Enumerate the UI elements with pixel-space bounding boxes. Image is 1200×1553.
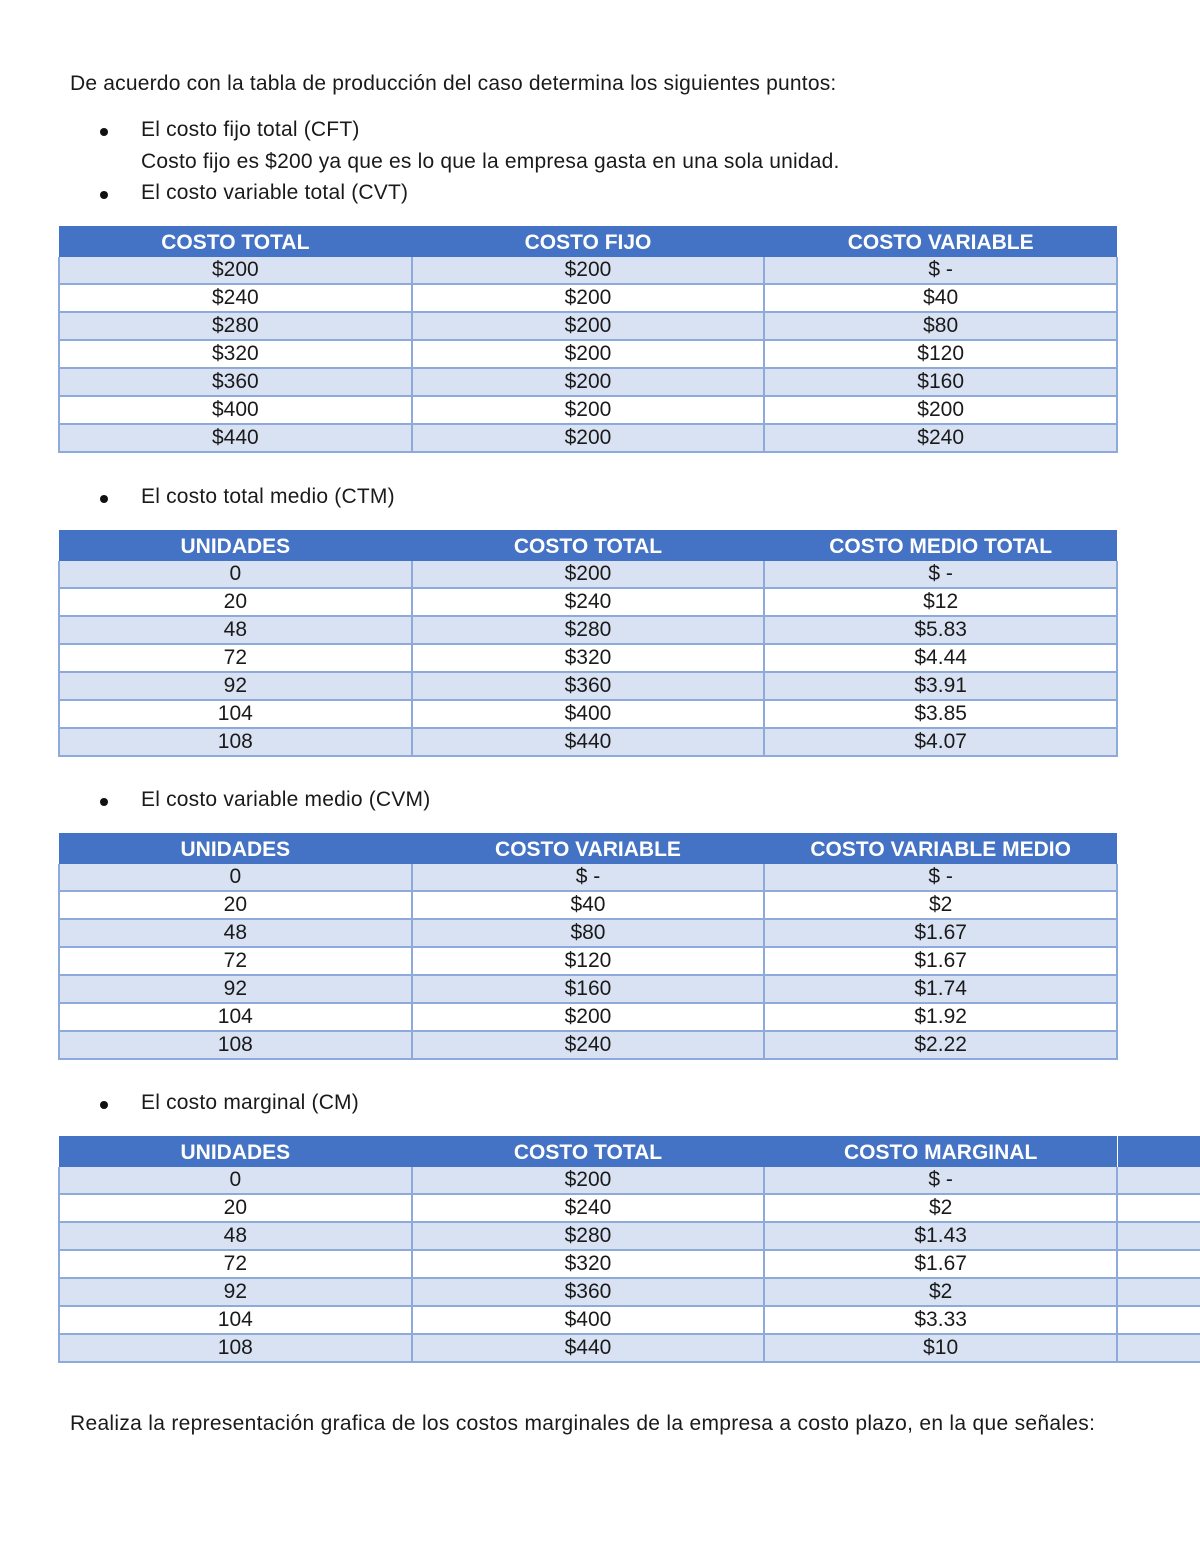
column-header: COSTO TOTAL — [412, 531, 765, 561]
column-header: UNIDADES — [59, 531, 412, 561]
table-row — [59, 919, 1117, 947]
table-cell: 20 — [59, 891, 412, 919]
table-cell: $3.91 — [764, 672, 1117, 700]
table-cell: 108 — [59, 728, 412, 756]
table-cell: $200 — [412, 340, 765, 368]
table-cell: $1.92 — [764, 1003, 1117, 1031]
table-cell: $1.43 — [764, 1222, 1117, 1250]
table-cell: $440 — [412, 1334, 765, 1362]
table-row — [59, 864, 1117, 891]
table-cell: $200 — [59, 257, 412, 284]
table-cell: 108 — [59, 1334, 412, 1362]
table-ctm — [58, 530, 1118, 757]
table-row — [59, 891, 1117, 919]
table-cell: $240 — [412, 1194, 765, 1222]
bullet-cft-label: El costo fijo total (CFT) — [141, 118, 360, 141]
table-cell: 0 — [59, 864, 412, 891]
extra-column-cell — [1118, 1279, 1200, 1307]
table-cell: $ - — [764, 864, 1117, 891]
intro-text: De acuerdo con la tabla de producción del caso determina los siguientes puntos: — [70, 72, 837, 95]
bullet-dot-icon — [100, 128, 108, 136]
table-cell: $2 — [764, 1194, 1117, 1222]
extra-column-cell — [1118, 1335, 1200, 1363]
table-cell: $200 — [412, 561, 765, 588]
table-cell: $440 — [59, 424, 412, 452]
table-row — [59, 1334, 1117, 1362]
bullet-dot-icon — [100, 495, 108, 503]
bullet-cm — [100, 1091, 359, 1115]
table-cell: $200 — [412, 284, 765, 312]
table-row — [59, 368, 1117, 396]
table-cm-extra-column — [1118, 1167, 1200, 1361]
table-cell: $12 — [764, 588, 1117, 616]
table-cell: $2 — [764, 1278, 1117, 1306]
column-header: COSTO MEDIO TOTAL — [764, 531, 1117, 561]
table-cell: 72 — [59, 1250, 412, 1278]
table-cell: $2.22 — [764, 1031, 1117, 1059]
table-cell: $200 — [412, 257, 765, 284]
table-cell: 92 — [59, 975, 412, 1003]
table-cell: $240 — [764, 424, 1117, 452]
table-cvt — [58, 226, 1118, 453]
table-cell: $240 — [412, 588, 765, 616]
cft-note: Costo fijo es $200 ya que es lo que la empresa gasta en una sola unidad. — [141, 150, 840, 173]
table-cell: $ - — [412, 864, 765, 891]
table-cell: $80 — [764, 312, 1117, 340]
table-cell: $ - — [764, 257, 1117, 284]
table-row — [59, 1278, 1117, 1306]
table-cvm — [58, 833, 1118, 1060]
table-row — [59, 1194, 1117, 1222]
bullet-dot-icon — [100, 191, 108, 199]
table-cell: $2 — [764, 891, 1117, 919]
table-cell: $200 — [412, 1167, 765, 1194]
table-cell: $280 — [59, 312, 412, 340]
table-cell: $280 — [412, 616, 765, 644]
table-cell: $320 — [412, 644, 765, 672]
extra-column-cell — [1118, 1223, 1200, 1251]
table-cell: 48 — [59, 616, 412, 644]
table-cell: 108 — [59, 1031, 412, 1059]
table-cell: $400 — [59, 396, 412, 424]
table-cell: $240 — [59, 284, 412, 312]
table-header-row — [59, 1137, 1117, 1167]
table-cell: 0 — [59, 1167, 412, 1194]
table-cell: 20 — [59, 1194, 412, 1222]
table-cell: $320 — [59, 340, 412, 368]
column-header: COSTO TOTAL — [412, 1137, 765, 1167]
table-cell: 104 — [59, 700, 412, 728]
table-cell: $4.44 — [764, 644, 1117, 672]
table-row — [59, 672, 1117, 700]
table-cell: 104 — [59, 1003, 412, 1031]
column-header: COSTO VARIABLE MEDIO — [764, 834, 1117, 864]
table-row — [59, 644, 1117, 672]
table-cell: $160 — [412, 975, 765, 1003]
table-cell: $120 — [412, 947, 765, 975]
table-cell: $400 — [412, 1306, 765, 1334]
table-cell: $360 — [412, 1278, 765, 1306]
table-cell: $4.07 — [764, 728, 1117, 756]
table-cell: $200 — [412, 368, 765, 396]
table-cell: $40 — [764, 284, 1117, 312]
table-row — [59, 1222, 1117, 1250]
table-cell: 48 — [59, 1222, 412, 1250]
table-row — [59, 728, 1117, 756]
column-header: COSTO FIJO — [412, 227, 765, 257]
bullet-ctm-label: El costo total medio (CTM) — [141, 485, 395, 508]
table-row — [59, 588, 1117, 616]
table-cell: $ - — [764, 1167, 1117, 1194]
table-cell: 72 — [59, 947, 412, 975]
table-cell: $240 — [412, 1031, 765, 1059]
table-cm — [58, 1136, 1118, 1363]
table-row — [59, 340, 1117, 368]
table-cell: 48 — [59, 919, 412, 947]
table-cell: $ - — [764, 561, 1117, 588]
bullet-cft — [100, 118, 360, 142]
table-cell: $3.85 — [764, 700, 1117, 728]
table-cell: $200 — [764, 396, 1117, 424]
column-header: COSTO TOTAL — [59, 227, 412, 257]
table-header-row — [59, 227, 1117, 257]
table-cell: $80 — [412, 919, 765, 947]
bullet-cm-label: El costo marginal (CM) — [141, 1091, 359, 1114]
extra-column-cell — [1118, 1251, 1200, 1279]
bullet-cvt-label: El costo variable total (CVT) — [141, 181, 409, 204]
table-cell: $5.83 — [764, 616, 1117, 644]
table-cell: 20 — [59, 588, 412, 616]
table-row — [59, 284, 1117, 312]
table-row — [59, 975, 1117, 1003]
table-row — [59, 1306, 1117, 1334]
table-row — [59, 1031, 1117, 1059]
bullet-dot-icon — [100, 1101, 108, 1109]
table-cell: 92 — [59, 1278, 412, 1306]
table-cell: $280 — [412, 1222, 765, 1250]
closing-paragraph: Realiza la representación grafica de los costos marginales de la empresa a costo plazo, en la que señales: — [70, 1412, 1096, 1435]
extra-column-cell — [1118, 1195, 1200, 1223]
table-cell: $1.67 — [764, 947, 1117, 975]
table-header-row — [59, 531, 1117, 561]
table-row — [59, 257, 1117, 284]
table-cell: $400 — [412, 700, 765, 728]
table-cell: $320 — [412, 1250, 765, 1278]
bullet-ctm — [100, 485, 395, 509]
table-row — [59, 312, 1117, 340]
table-cell: 104 — [59, 1306, 412, 1334]
table-cell: $3.33 — [764, 1306, 1117, 1334]
column-header: UNIDADES — [59, 1137, 412, 1167]
column-header: UNIDADES — [59, 834, 412, 864]
table-cell: $160 — [764, 368, 1117, 396]
table-cell: $200 — [412, 1003, 765, 1031]
table-row — [59, 396, 1117, 424]
column-header: COSTO MARGINAL — [764, 1137, 1117, 1167]
bullet-dot-icon — [100, 798, 108, 806]
table-cell: $40 — [412, 891, 765, 919]
column-header: COSTO VARIABLE — [412, 834, 765, 864]
table-cell: $440 — [412, 728, 765, 756]
table-row — [59, 616, 1117, 644]
bullet-cvm-label: El costo variable medio (CVM) — [141, 788, 431, 811]
table-cell: 92 — [59, 672, 412, 700]
table-cell: 72 — [59, 644, 412, 672]
table-header-row — [59, 834, 1117, 864]
column-header: COSTO VARIABLE — [764, 227, 1117, 257]
table-row — [59, 1250, 1117, 1278]
table-row — [59, 1003, 1117, 1031]
table-cell: $1.67 — [764, 1250, 1117, 1278]
extra-column-cell — [1118, 1167, 1200, 1195]
table-row — [59, 947, 1117, 975]
table-cell: $200 — [412, 396, 765, 424]
table-cell: $1.74 — [764, 975, 1117, 1003]
table-cell: $200 — [412, 424, 765, 452]
table-row — [59, 700, 1117, 728]
table-row — [59, 561, 1117, 588]
table-cell: $200 — [412, 312, 765, 340]
table-cell: 0 — [59, 561, 412, 588]
table-cell: $10 — [764, 1334, 1117, 1362]
extra-column-cell — [1118, 1307, 1200, 1335]
bullet-cvm — [100, 788, 430, 812]
table-row — [59, 424, 1117, 452]
table-cm-extra-header — [1118, 1136, 1200, 1167]
table-cell: $360 — [412, 672, 765, 700]
table-cell: $360 — [59, 368, 412, 396]
table-cell: $120 — [764, 340, 1117, 368]
bullet-cvt — [100, 181, 408, 205]
table-row — [59, 1167, 1117, 1194]
table-cell: $1.67 — [764, 919, 1117, 947]
